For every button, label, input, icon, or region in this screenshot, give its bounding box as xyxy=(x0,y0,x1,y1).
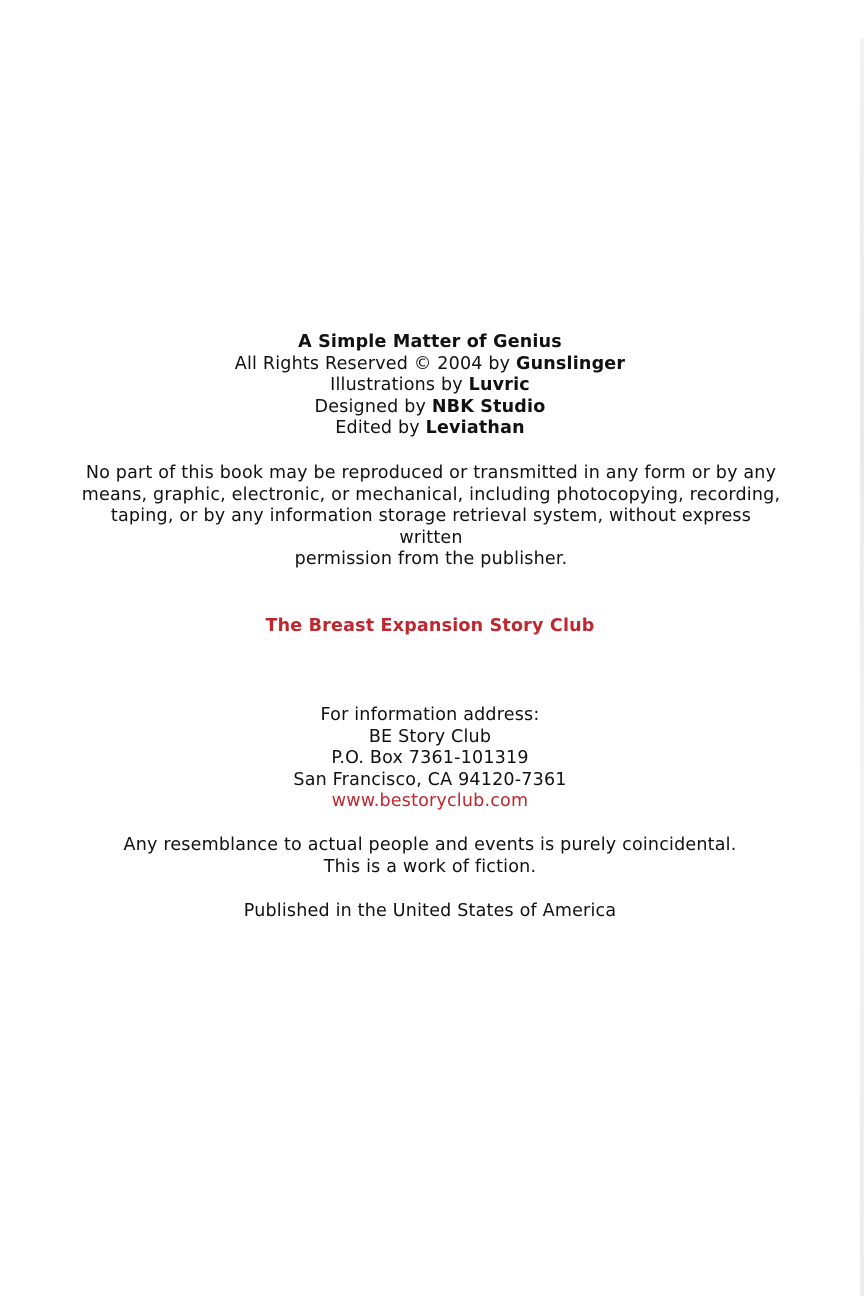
disclaimer-line: Any resemblance to actual people and events is purely coincidental. xyxy=(123,835,737,855)
page-edge xyxy=(860,38,864,1296)
illustrations-prefix: Illustrations by xyxy=(330,375,469,396)
rights-prefix: All Rights Reserved © 2004 by xyxy=(234,353,517,374)
book-title: A Simple Matter of Genius xyxy=(298,332,562,352)
author-name: Gunslinger xyxy=(516,353,626,374)
address-city: San Francisco, CA 94120-7361 xyxy=(293,769,567,790)
credits-block xyxy=(0,332,860,440)
notice-line: No part of this book may be reproduced or transmitted in any form or by any xyxy=(85,463,777,483)
editor-name: Leviathan xyxy=(425,418,525,439)
designed-line xyxy=(0,397,860,419)
edited-line xyxy=(0,418,860,440)
illustrator-name: Luvric xyxy=(468,375,530,396)
fiction-line: This is a work of fiction. xyxy=(323,856,537,877)
edited-prefix: Edited by xyxy=(335,418,426,439)
designed-prefix: Designed by xyxy=(314,396,432,417)
published-line: Published in the United States of America xyxy=(243,901,617,921)
address-org: BE Story Club xyxy=(368,726,492,747)
notice-line: permission from the publisher. xyxy=(294,549,568,570)
address-block xyxy=(0,705,860,813)
address-po-box: P.O. Box 7361-101319 xyxy=(331,748,529,769)
publisher-name: The Breast Expansion Story Club xyxy=(265,616,595,636)
disclaimer-block xyxy=(0,835,860,878)
website-link[interactable]: www.bestoryclub.com xyxy=(331,791,529,812)
address-heading: For information address: xyxy=(320,705,540,725)
illustrations-line xyxy=(0,375,860,397)
notice-line: taping, or by any information storage retrieval system, without express written xyxy=(110,506,752,548)
rights-line xyxy=(0,354,860,376)
notice-line: means, graphic, electronic, or mechanical, including photocopying, recording, xyxy=(81,484,781,505)
copyright-notice xyxy=(80,463,782,571)
designer-name: NBK Studio xyxy=(431,396,546,417)
